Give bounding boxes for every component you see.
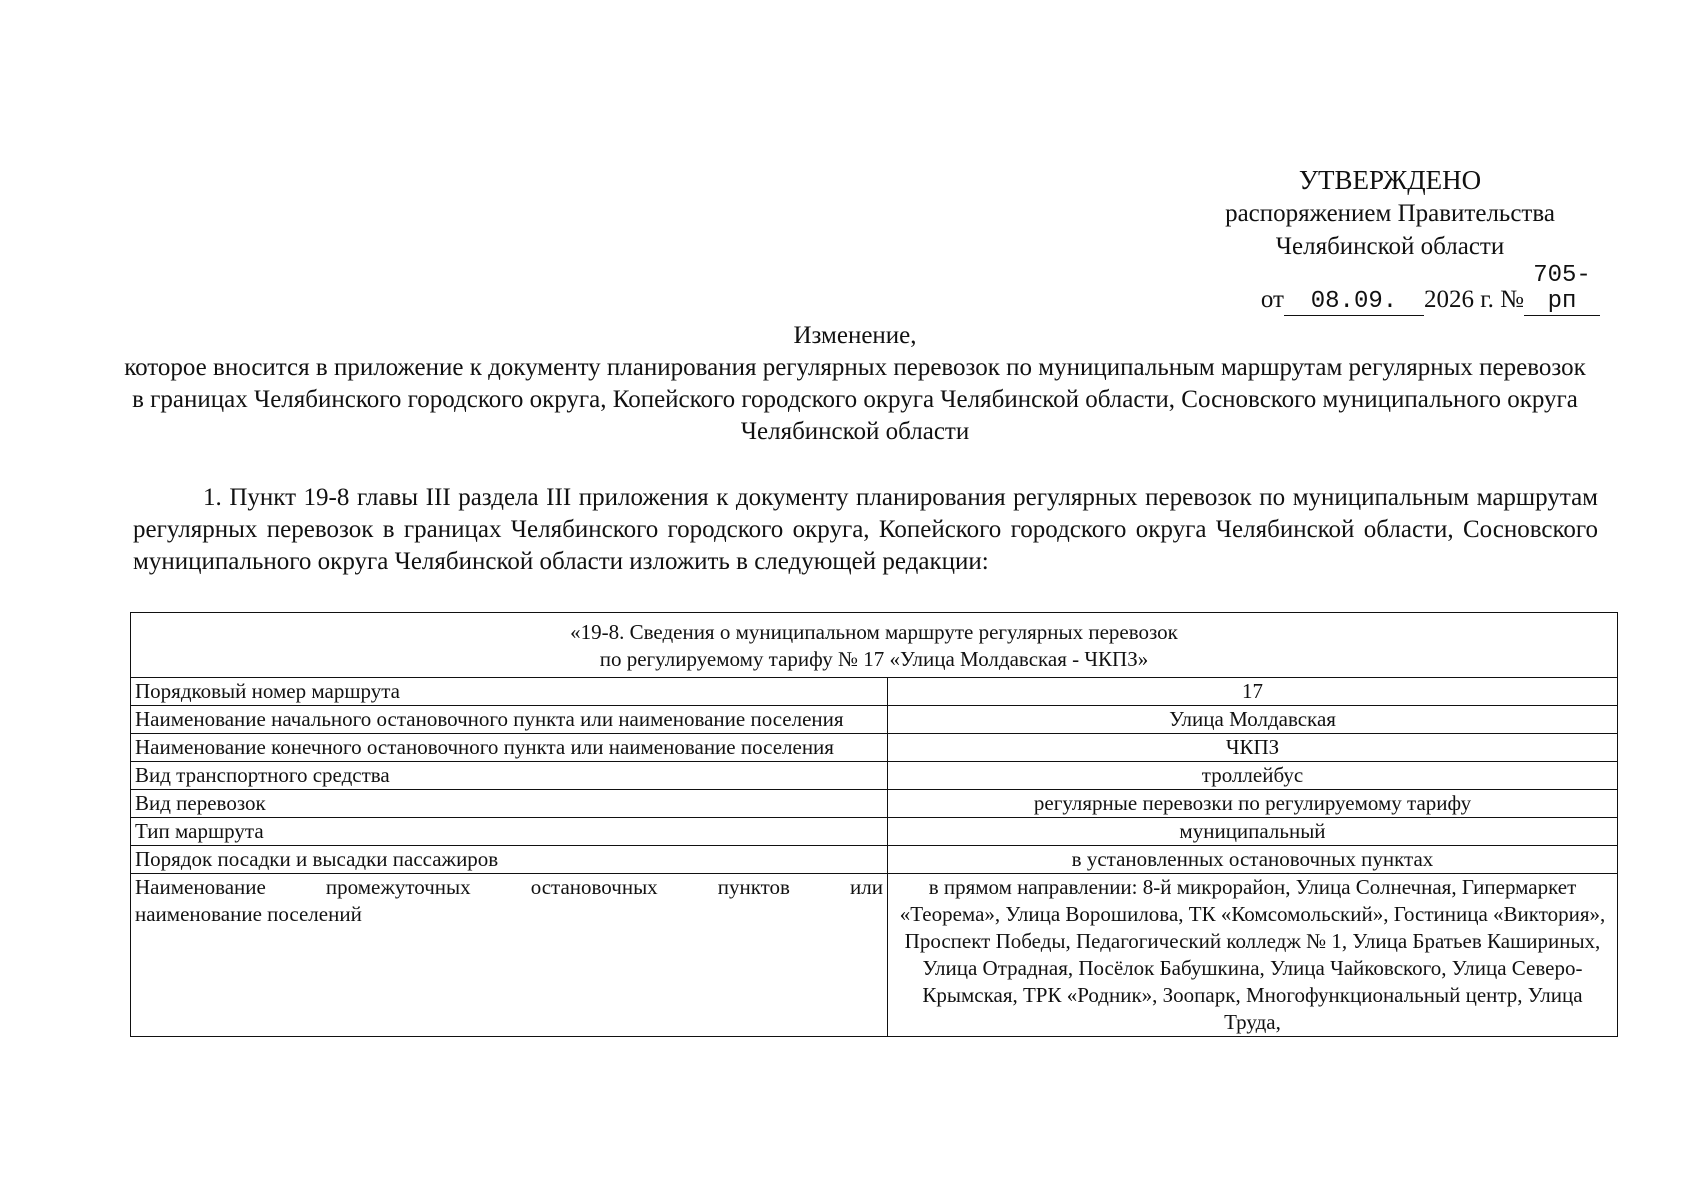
row-value: троллейбус	[888, 762, 1618, 790]
row-label: Вид перевозок	[131, 790, 888, 818]
row-label-line-1: Наименование промежуточных остановочных пунктов или	[135, 875, 883, 899]
table-caption-line-2: по регулируемому тарифу № 17 «Улица Молдавская - ЧКПЗ»	[599, 647, 1149, 671]
approval-stamp	[1180, 164, 1600, 316]
row-label: Тип маршрута	[131, 818, 888, 846]
approval-date: 08.09.	[1284, 289, 1424, 316]
approval-line-2: Челябинской области	[1275, 233, 1505, 260]
row-label: Вид транспортного средства	[131, 762, 888, 790]
row-label	[131, 874, 888, 1037]
table-caption-row	[131, 613, 1618, 678]
table-row	[131, 874, 1618, 1037]
row-label: Порядковый номер маршрута	[131, 678, 888, 706]
heading-text: которое вносится в приложение к документу планирования регулярных перевозок по муниципальным маршрутам регулярных перевозок в границах Челябинского городского округа, Копейского городского округа Челябинской области, Сосновского муниципального округа Челябинской области	[124, 354, 1586, 445]
approval-year: 2026 г. №	[1423, 286, 1524, 313]
document-heading	[120, 320, 1590, 448]
approval-dateline	[1180, 263, 1600, 316]
table-row	[131, 818, 1618, 846]
row-value: регулярные перевозки по регулируемому тарифу	[888, 790, 1618, 818]
table-row	[131, 734, 1618, 762]
row-label: Наименование начального остановочного пункта или наименование поселения	[131, 706, 888, 734]
table-caption	[131, 613, 1618, 678]
table-row	[131, 790, 1618, 818]
approval-line-1: распоряжением Правительства	[1225, 200, 1555, 227]
route-info-table	[130, 612, 1618, 1037]
approval-number: 705-рп	[1524, 263, 1600, 316]
row-value: Улица Молдавская	[888, 706, 1618, 734]
row-label: Наименование конечного остановочного пункта или наименование поселения	[131, 734, 888, 762]
table-row	[131, 706, 1618, 734]
approval-from: от	[1260, 286, 1284, 313]
row-value: ЧКПЗ	[888, 734, 1618, 762]
row-value: 17	[888, 678, 1618, 706]
table-row	[131, 846, 1618, 874]
body-paragraph: 1. Пункт 19-8 главы III раздела III приложения к документу планирования регулярных перевозок по муниципальным маршрутам регулярных перевозок в границах Челябинского городского округа, Копейского городского округа Челябинской области, Сосновского муниципального округа Челябинской области изложить в следующей редакции:	[133, 484, 1598, 575]
approval-title: УТВЕРЖДЕНО	[1298, 165, 1482, 195]
row-label: Порядок посадки и высадки пассажиров	[131, 846, 888, 874]
table-row	[131, 678, 1618, 706]
row-value: в прямом направлении: 8-й микрорайон, Улица Солнечная, Гипермаркет «Теорема», Улица Ворошилова, ТК «Комсомольский», Гостиница «Виктория», Проспект Победы, Педагогический колледж № 1, Улица Братьев Кашириных, Улица Отрадная, Посёлок Бабушкина, Улица Чайковского, Улица Северо-Крымская, ТРК «Родник», Зоопарк, Многофункциональный центр, Улица Труда,	[888, 874, 1618, 1037]
row-value: в установленных остановочных пунктах	[888, 846, 1618, 874]
table-caption-line-1: «19-8. Сведения о муниципальном маршруте регулярных перевозок	[570, 620, 1178, 644]
heading-title: Изменение,	[793, 322, 917, 349]
table-row	[131, 762, 1618, 790]
row-label-line-2: наименование поселений	[135, 902, 362, 926]
row-value: муниципальный	[888, 818, 1618, 846]
